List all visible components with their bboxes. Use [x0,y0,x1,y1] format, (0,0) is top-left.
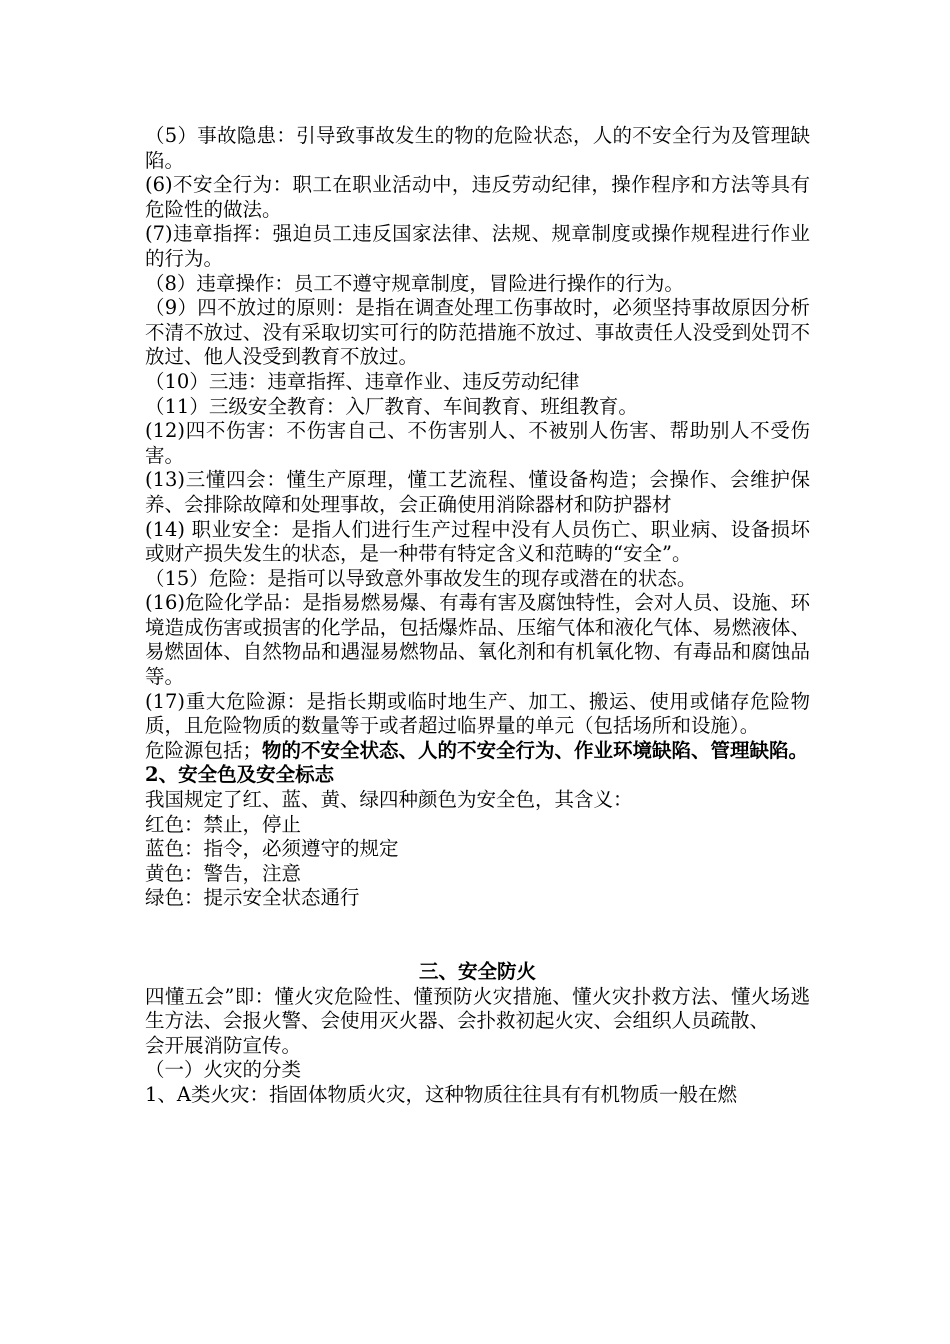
safety-color-red: 红色：禁止，停止 [145,812,302,836]
safety-color-yellow: 黄色：警告，注意 [145,861,302,885]
definition-item-7: (7)违章指挥：强迫员工违反国家法律、法规、规章制度或操作规程进行作业的行为。 [145,222,810,270]
definition-item-9: （9）四不放过的原则：是指在调查处理工伤事故时，必须坚持事故原因分析不清不放过、没有采取切实可行的防范措施不放过、事故责任人没受到处罚不放过、他人没受到教育不放过。 [145,296,810,369]
definition-item-16: (16)危险化学品：是指易燃易爆、有毒有害及腐蚀特性，会对人员、设施、环境造成伤害或损害的化学品，包括爆炸品、压缩气体和液化气体、易燃液体、易燃固体、自然物品和遇湿易燃物品、氧化剂和有机氧化物、有毒品和腐蚀品等。 [145,591,810,689]
definition-item-11: （11）三级安全教育：入厂教育、车间教育、班组教育。 [145,394,638,418]
hazard-sources-prefix: 危险源包括； [145,738,263,762]
safety-color-intro: 我国规定了红、蓝、黄、绿四种颜色为安全色，其含义： [145,788,633,812]
safety-color-blue: 蓝色：指令，必须遵守的规定 [145,837,399,861]
definition-item-12: (12)四不伤害：不伤害自己、不伤害别人、不被别人伤害、帮助别人不受伤害。 [145,419,810,467]
definition-item-10: （10）三违：违章指挥、违章作业、违反劳动纪律 [145,369,580,393]
class-a-fire-line: 1、A类火灾：指固体物质火灾，这种物质往往具有有机物质一般在燃 [145,1082,737,1106]
hazard-sources-list: 物的不安全状态、人的不安全行为、作业环境缺陷、管理缺陷。 [262,738,809,762]
document-body [145,124,810,1108]
definition-item-14: (14) 职业安全：是指人们进行生产过程中没有人员伤亡、职业病、设备损坏或财产损失发生的状态，是一种带有特定含义和范畴的“安全”。 [145,517,810,566]
definition-item-6: (6)不安全行为：职工在职业活动中，违反劳动纪律，操作程序和方法等具有危险性的做法。 [145,173,810,221]
definition-item-8: （8）违章操作：员工不遵守规章制度，冒险进行操作的行为。 [145,271,684,295]
definition-item-17: (17)重大危险源：是指长期或临时地生产、加工、搬运、使用或储存危险物质，且危险物质的数量等于或者超过临界量的单元（包括场所和设施）。 [145,689,810,738]
hazard-sources-line [145,739,810,764]
section2-heading: 2、安全色及安全标志 [145,763,335,787]
four-understand-five-can: 四懂五会”即：懂火灾危险性、懂预防火灾措施、懂火灾扑救方法、懂火场逃生方法、会报火警、会使用灭火器、会扑救初起火灾、会组织人员疏散、 [145,984,810,1033]
definition-item-5: （5）事故隐患：引导致事故发生的物的危险状态，人的不安全行为及管理缺陷。 [145,124,810,172]
definition-item-13: (13)三懂四会：懂生产原理，懂工艺流程、懂设备构造；会操作、会维护保养、会排除故障和处理事故，会正确使用消除器材和防护器材 [145,468,810,516]
fire-publicity-line: 会开展消防宣传。 [145,1033,302,1057]
section3-title: 三、安全防火 [418,960,536,983]
safety-color-green: 绿色：提示安全状态通行 [145,886,360,910]
fire-classification-heading: （一）火灾的分类 [145,1058,302,1082]
definition-item-15: （15）危险：是指可以导致意外事故发生的现存或潜在的状态。 [145,566,697,590]
